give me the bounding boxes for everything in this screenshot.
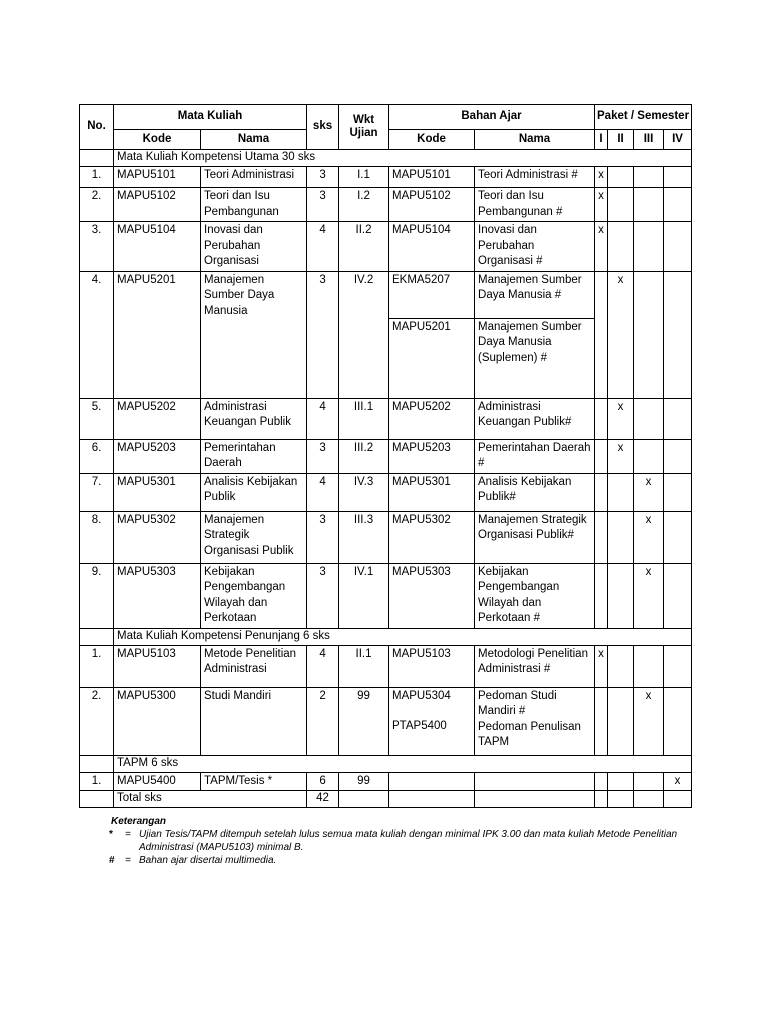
- table-row: [80, 439, 692, 473]
- section-row: [80, 755, 692, 772]
- course-name: Studi Mandiri: [201, 687, 307, 755]
- course-sks: 3: [307, 563, 339, 628]
- total-empty-cell: [475, 791, 595, 808]
- course-code: MAPU5400: [114, 772, 201, 791]
- material-code: MAPU5202: [389, 398, 475, 439]
- material-code: PTAP5400: [392, 720, 447, 732]
- course-code: MAPU5302: [114, 511, 201, 563]
- material-name: Metodologi Penelitian Administrasi #: [475, 645, 595, 687]
- semester-1-mark: [595, 563, 608, 628]
- material-name: Teori Administrasi #: [475, 167, 595, 188]
- note-equals: =: [125, 855, 131, 866]
- course-name: Teori dan Isu Pembangunan: [201, 188, 307, 222]
- course-code: MAPU5203: [114, 439, 201, 473]
- material-code: MAPU5101: [389, 167, 475, 188]
- header-kode: Kode: [114, 130, 201, 150]
- semester-4-mark: [664, 687, 692, 755]
- course-name: Manajemen Strategik Organisasi Publik: [201, 511, 307, 563]
- material-code: MAPU5301: [389, 473, 475, 511]
- semester-1-mark: [595, 511, 608, 563]
- course-sks: 4: [307, 222, 339, 272]
- material-code: EKMA5207: [389, 271, 475, 318]
- header-sks: sks: [307, 105, 339, 150]
- exam-time: IV.1: [339, 563, 389, 628]
- material-code: MAPU5302: [389, 511, 475, 563]
- row-no: 1.: [80, 645, 114, 687]
- material-code: MAPU5203: [389, 439, 475, 473]
- exam-time: 99: [339, 687, 389, 755]
- exam-time: III.2: [339, 439, 389, 473]
- course-name: Manajemen Sumber Daya Manusia: [201, 271, 307, 398]
- semester-3-mark: x: [634, 563, 664, 628]
- material-code: MAPU5201: [389, 318, 475, 398]
- course-name: Teori Administrasi: [201, 167, 307, 188]
- section-no-cell: [80, 628, 114, 645]
- course-sks: 2: [307, 687, 339, 755]
- semester-4-mark: [664, 167, 692, 188]
- header-mata-kuliah: Mata Kuliah: [114, 105, 307, 130]
- semester-2-mark: [608, 645, 634, 687]
- section-no-cell: [80, 150, 114, 167]
- section-no-cell: [80, 755, 114, 772]
- header-ba-kode: Kode: [389, 130, 475, 150]
- material-code: MAPU5304: [392, 689, 451, 702]
- total-empty-cell: [389, 791, 475, 808]
- section-title: Mata Kuliah Kompetensi Penunjang 6 sks: [114, 628, 692, 645]
- total-value: 42: [307, 791, 339, 808]
- row-no: 2.: [80, 188, 114, 222]
- semester-2-mark: [608, 563, 634, 628]
- course-name: Metode Penelitian Administrasi: [201, 645, 307, 687]
- material-name: Administrasi Keuangan Publik#: [475, 398, 595, 439]
- total-label: Total sks: [114, 791, 307, 808]
- material-name: Manajemen Sumber Daya Manusia #: [475, 271, 595, 318]
- course-code: MAPU5101: [114, 167, 201, 188]
- semester-4-mark: [664, 271, 692, 398]
- total-empty-cell: [595, 791, 608, 808]
- table-row: [80, 772, 692, 791]
- material-name: Pemerintahan Daerah #: [475, 439, 595, 473]
- semester-3-mark: [634, 188, 664, 222]
- semester-2-mark: [608, 167, 634, 188]
- semester-1-mark: [595, 687, 608, 755]
- total-empty-cell: [634, 791, 664, 808]
- semester-1-mark: [595, 398, 608, 439]
- header-bahan-ajar: Bahan Ajar: [389, 105, 595, 130]
- table-row: [80, 167, 692, 188]
- material-code-cell: [389, 687, 475, 755]
- course-code: MAPU5202: [114, 398, 201, 439]
- course-code: MAPU5104: [114, 222, 201, 272]
- semester-3-mark: x: [634, 687, 664, 755]
- material-name-cell: [475, 687, 595, 755]
- semester-2-mark: [608, 188, 634, 222]
- course-code: MAPU5103: [114, 645, 201, 687]
- course-sks: 4: [307, 645, 339, 687]
- material-name: Inovasi dan Perubahan Organisasi #: [475, 222, 595, 272]
- row-no: 5.: [80, 398, 114, 439]
- table-row: [80, 687, 692, 755]
- semester-1-mark: x: [595, 222, 608, 272]
- course-sks: 3: [307, 167, 339, 188]
- semester-3-mark: [634, 222, 664, 272]
- material-code: MAPU5103: [389, 645, 475, 687]
- semester-3-mark: x: [634, 473, 664, 511]
- semester-4-mark: [664, 473, 692, 511]
- row-no: 4.: [80, 271, 114, 398]
- course-code: MAPU5301: [114, 473, 201, 511]
- header-sem-2: II: [608, 130, 634, 150]
- semester-2-mark: x: [608, 439, 634, 473]
- semester-3-mark: [634, 772, 664, 791]
- course-code: MAPU5300: [114, 687, 201, 755]
- semester-4-mark: [664, 563, 692, 628]
- course-name: Inovasi dan Perubahan Organisasi: [201, 222, 307, 272]
- note-item: [111, 854, 701, 867]
- header-ba-nama: Nama: [475, 130, 595, 150]
- semester-4-mark: x: [664, 772, 692, 791]
- semester-4-mark: [664, 188, 692, 222]
- exam-time: II.1: [339, 645, 389, 687]
- material-name: Manajemen Strategik Organisasi Publik#: [475, 511, 595, 563]
- material-name: Pedoman Penulisan TAPM: [478, 720, 581, 748]
- material-name: [475, 772, 595, 791]
- course-name: TAPM/Tesis *: [201, 772, 307, 791]
- semester-4-mark: [664, 439, 692, 473]
- semester-4-mark: [664, 222, 692, 272]
- header-sem-3: III: [634, 130, 664, 150]
- row-no: 3.: [80, 222, 114, 272]
- course-code: MAPU5201: [114, 271, 201, 398]
- header-wkt-ujian: Wkt Ujian: [339, 105, 389, 150]
- note-item: [111, 828, 701, 854]
- semester-3-mark: [634, 645, 664, 687]
- course-name: Administrasi Keuangan Publik: [201, 398, 307, 439]
- row-no: 2.: [80, 687, 114, 755]
- table-row: [80, 271, 692, 318]
- total-row: [80, 791, 692, 808]
- exam-time: I.1: [339, 167, 389, 188]
- exam-time: III.1: [339, 398, 389, 439]
- table-row: [80, 188, 692, 222]
- semester-4-mark: [664, 511, 692, 563]
- row-no: 1.: [80, 167, 114, 188]
- exam-time: 99: [339, 772, 389, 791]
- row-no: 8.: [80, 511, 114, 563]
- total-empty-cell: [339, 791, 389, 808]
- total-no-cell: [80, 791, 114, 808]
- semester-3-mark: [634, 398, 664, 439]
- header-paket-semester: Paket / Semester: [595, 105, 692, 130]
- curriculum-table: [79, 104, 692, 808]
- notes-title: Keterangan: [111, 816, 167, 827]
- row-no: 1.: [80, 772, 114, 791]
- course-name: Pemerintahan Daerah: [201, 439, 307, 473]
- table-row: [80, 645, 692, 687]
- course-sks: 3: [307, 188, 339, 222]
- material-name: Manajemen Sumber Daya Manusia (Suplemen) #: [475, 318, 595, 398]
- semester-1-mark: [595, 271, 608, 398]
- table-row: [80, 563, 692, 628]
- semester-2-mark: [608, 473, 634, 511]
- material-name: Pedoman Studi Mandiri #: [478, 689, 557, 717]
- semester-1-mark: x: [595, 645, 608, 687]
- semester-4-mark: [664, 398, 692, 439]
- header-nama: Nama: [201, 130, 307, 150]
- section-row: [80, 150, 692, 167]
- section-title: Mata Kuliah Kompetensi Utama 30 sks: [114, 150, 692, 167]
- table-row: [80, 473, 692, 511]
- row-no: 6.: [80, 439, 114, 473]
- semester-1-mark: [595, 439, 608, 473]
- semester-1-mark: [595, 772, 608, 791]
- course-sks: 6: [307, 772, 339, 791]
- section-row: [80, 628, 692, 645]
- exam-time: IV.2: [339, 271, 389, 398]
- semester-3-mark: [634, 167, 664, 188]
- exam-time: III.3: [339, 511, 389, 563]
- semester-2-mark: x: [608, 398, 634, 439]
- notes: [111, 815, 701, 867]
- row-no: 9.: [80, 563, 114, 628]
- course-sks: 3: [307, 271, 339, 398]
- semester-3-mark: x: [634, 511, 664, 563]
- material-name: Teori dan Isu Pembangunan #: [475, 188, 595, 222]
- table-row: [80, 511, 692, 563]
- total-empty-cell: [664, 791, 692, 808]
- semester-2-mark: [608, 511, 634, 563]
- course-code: MAPU5303: [114, 563, 201, 628]
- semester-4-mark: [664, 645, 692, 687]
- semester-2-mark: [608, 687, 634, 755]
- table-row: [80, 398, 692, 439]
- material-code: MAPU5102: [389, 188, 475, 222]
- note-text: Bahan ajar disertai multimedia.: [139, 855, 277, 866]
- material-code: [389, 772, 475, 791]
- semester-3-mark: [634, 271, 664, 398]
- note-symbol: *: [109, 829, 113, 840]
- total-empty-cell: [608, 791, 634, 808]
- header-no: No.: [80, 105, 114, 150]
- note-equals: =: [125, 829, 131, 840]
- course-sks: 4: [307, 398, 339, 439]
- exam-time: II.2: [339, 222, 389, 272]
- semester-1-mark: x: [595, 167, 608, 188]
- semester-1-mark: [595, 473, 608, 511]
- note-symbol: #: [109, 855, 115, 866]
- header-sem-4: IV: [664, 130, 692, 150]
- table-body: [80, 150, 692, 808]
- semester-2-mark: x: [608, 271, 634, 398]
- material-name: Kebijakan Pengembangan Wilayah dan Perkotaan #: [475, 563, 595, 628]
- course-name: Kebijakan Pengembangan Wilayah dan Perkotaan: [201, 563, 307, 628]
- semester-1-mark: x: [595, 188, 608, 222]
- exam-time: I.2: [339, 188, 389, 222]
- semester-3-mark: [634, 439, 664, 473]
- semester-2-mark: [608, 772, 634, 791]
- course-sks: 4: [307, 473, 339, 511]
- course-name: Analisis Kebijakan Publik: [201, 473, 307, 511]
- material-name: Analisis Kebijakan Publik#: [475, 473, 595, 511]
- section-title: TAPM 6 sks: [114, 755, 692, 772]
- semester-2-mark: [608, 222, 634, 272]
- note-text: Ujian Tesis/TAPM ditempuh setelah lulus semua mata kuliah dengan minimal IPK 3.00 dan mata kuliah Metode Penelitian Administrasi (MAPU5103) minimal B.: [139, 829, 678, 853]
- table-row: [80, 222, 692, 272]
- course-sks: 3: [307, 511, 339, 563]
- material-code: MAPU5104: [389, 222, 475, 272]
- row-no: 7.: [80, 473, 114, 511]
- exam-time: IV.3: [339, 473, 389, 511]
- course-code: MAPU5102: [114, 188, 201, 222]
- header-sem-1: I: [595, 130, 608, 150]
- material-code: MAPU5303: [389, 563, 475, 628]
- course-sks: 3: [307, 439, 339, 473]
